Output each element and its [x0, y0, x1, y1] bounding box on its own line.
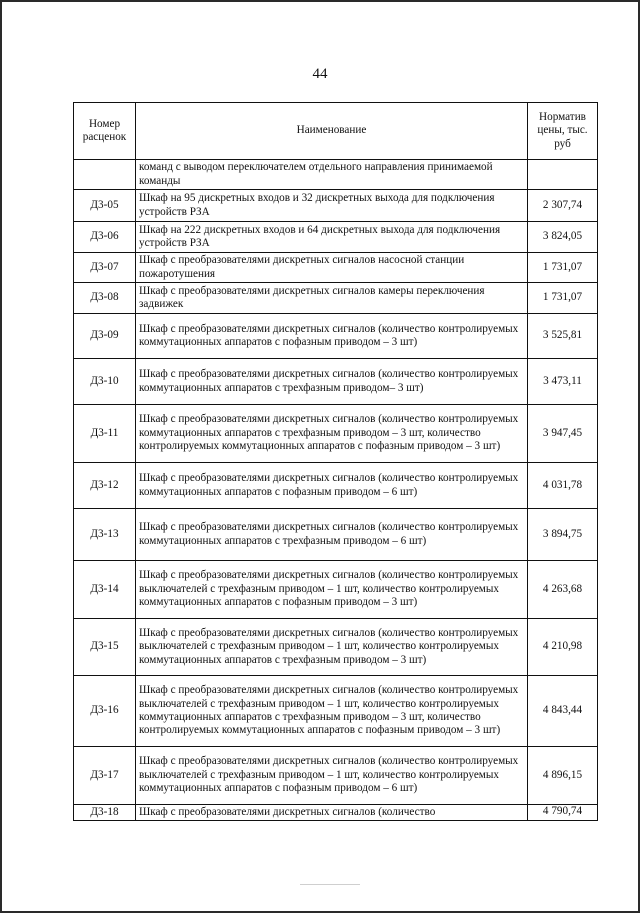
- row-code: Д3-16: [74, 676, 136, 747]
- table-row: [74, 463, 598, 509]
- row-price: 4 790,74: [528, 805, 598, 821]
- table-header-row: [74, 103, 598, 160]
- row-name: Шкаф на 222 дискретных входов и 64 дискретных выхода для подключения устройств РЗА: [136, 222, 528, 253]
- row-name: Шкаф с преобразователями дискретных сигналов (количество контролируемых выключателей с трехфазным приводом – 1 шт, количество контролируемых коммутационных аппаратов с трехфазным приводом – 3 шт): [136, 619, 528, 676]
- row-name: Шкаф с преобразователями дискретных сигналов (количество контролируемых выключателей с трехфазным приводом – 1 шт, количество контролируемых коммутационных аппаратов с пофазным приводом – 3 шт): [136, 561, 528, 619]
- header-price: Норматив цены, тыс. руб: [528, 103, 598, 160]
- row-price: 1 731,07: [528, 253, 598, 283]
- row-name: Шкаф с преобразователями дискретных сигналов (количество контролируемых коммутационных аппаратов с пофазным приводом – 6 шт): [136, 463, 528, 509]
- table-row: [74, 509, 598, 561]
- row-price: 4 031,78: [528, 463, 598, 509]
- row-price: 3 947,45: [528, 405, 598, 463]
- table-row: [74, 359, 598, 405]
- rates-table: [73, 102, 598, 821]
- table-row: [74, 253, 598, 283]
- table-row: [74, 405, 598, 463]
- table-row: [74, 676, 598, 747]
- table-row: [74, 619, 598, 676]
- row-price: [528, 160, 598, 190]
- row-name: Шкаф с преобразователями дискретных сигналов (количество контролируемых коммутационных аппаратов с трехфазным приводом– 3 шт): [136, 359, 528, 405]
- row-code: Д3-06: [74, 222, 136, 253]
- row-code: Д3-17: [74, 747, 136, 805]
- row-code: Д3-15: [74, 619, 136, 676]
- table-row: [74, 190, 598, 222]
- row-price: 3 525,81: [528, 314, 598, 359]
- row-price: 2 307,74: [528, 190, 598, 222]
- row-code: Д3-08: [74, 283, 136, 314]
- row-code: Д3-11: [74, 405, 136, 463]
- row-name: Шкаф с преобразователями дискретных сигналов (количество контролируемых коммутационных аппаратов с пофазным приводом – 3 шт): [136, 314, 528, 359]
- scan-border-top: [0, 0, 640, 2]
- row-price: 4 896,15: [528, 747, 598, 805]
- row-name: команд с выводом переключателем отдельного направления принимаемой команды: [136, 160, 528, 190]
- table-row: [74, 314, 598, 359]
- row-code: Д3-13: [74, 509, 136, 561]
- row-price: 1 731,07: [528, 283, 598, 314]
- row-name: Шкаф с преобразователями дискретных сигналов (количество контролируемых выключателей с трехфазным приводом – 1 шт, количество контролируемых коммутационных аппаратов с пофазным приводом – 6 шт): [136, 747, 528, 805]
- row-code: Д3-18: [74, 805, 136, 821]
- row-price: 4 843,44: [528, 676, 598, 747]
- row-name: Шкаф с преобразователями дискретных сигналов насосной станции пожаротушения: [136, 253, 528, 283]
- row-code: Д3-07: [74, 253, 136, 283]
- row-price: 3 473,11: [528, 359, 598, 405]
- row-code: Д3-09: [74, 314, 136, 359]
- row-name: Шкаф с преобразователями дискретных сигналов (количество контролируемых выключателей с трехфазным приводом – 1 шт, количество контролируемых коммутационных аппаратов с трехфазным приводом – 3 шт, количество контролируемых коммутационных аппаратов с пофазным приводом – 3 шт): [136, 676, 528, 747]
- row-code: Д3-10: [74, 359, 136, 405]
- scan-artifact: [300, 884, 360, 885]
- table-row: [74, 747, 598, 805]
- table-row: [74, 160, 598, 190]
- row-price: 4 210,98: [528, 619, 598, 676]
- row-name: Шкаф на 95 дискретных входов и 32 дискретных выхода для подключения устройств РЗА: [136, 190, 528, 222]
- table-row: [74, 283, 598, 314]
- row-code: Д3-14: [74, 561, 136, 619]
- row-price: 3 894,75: [528, 509, 598, 561]
- row-price: 3 824,05: [528, 222, 598, 253]
- row-name: Шкаф с преобразователями дискретных сигналов (количество: [136, 805, 528, 821]
- header-code: Номер расценок: [74, 103, 136, 160]
- page-number: 44: [312, 66, 328, 82]
- row-code: Д3-05: [74, 190, 136, 222]
- table-row: [74, 805, 598, 821]
- row-price: 4 263,68: [528, 561, 598, 619]
- row-name: Шкаф с преобразователями дискретных сигналов (количество контролируемых коммутационных аппаратов с трехфазным приводом – 6 шт): [136, 509, 528, 561]
- scan-border-left: [0, 0, 2, 913]
- table-row: [74, 222, 598, 253]
- row-code: Д3-12: [74, 463, 136, 509]
- row-name: Шкаф с преобразователями дискретных сигналов камеры переключения задвижек: [136, 283, 528, 314]
- row-code: [74, 160, 136, 190]
- row-name: Шкаф с преобразователями дискретных сигналов (количество контролируемых коммутационных аппаратов с трехфазным приводом – 3 шт, количество контролируемых коммутационных аппаратов с пофазным приводом – 3 шт): [136, 405, 528, 463]
- table-row: [74, 561, 598, 619]
- header-name: Наименование: [136, 103, 528, 160]
